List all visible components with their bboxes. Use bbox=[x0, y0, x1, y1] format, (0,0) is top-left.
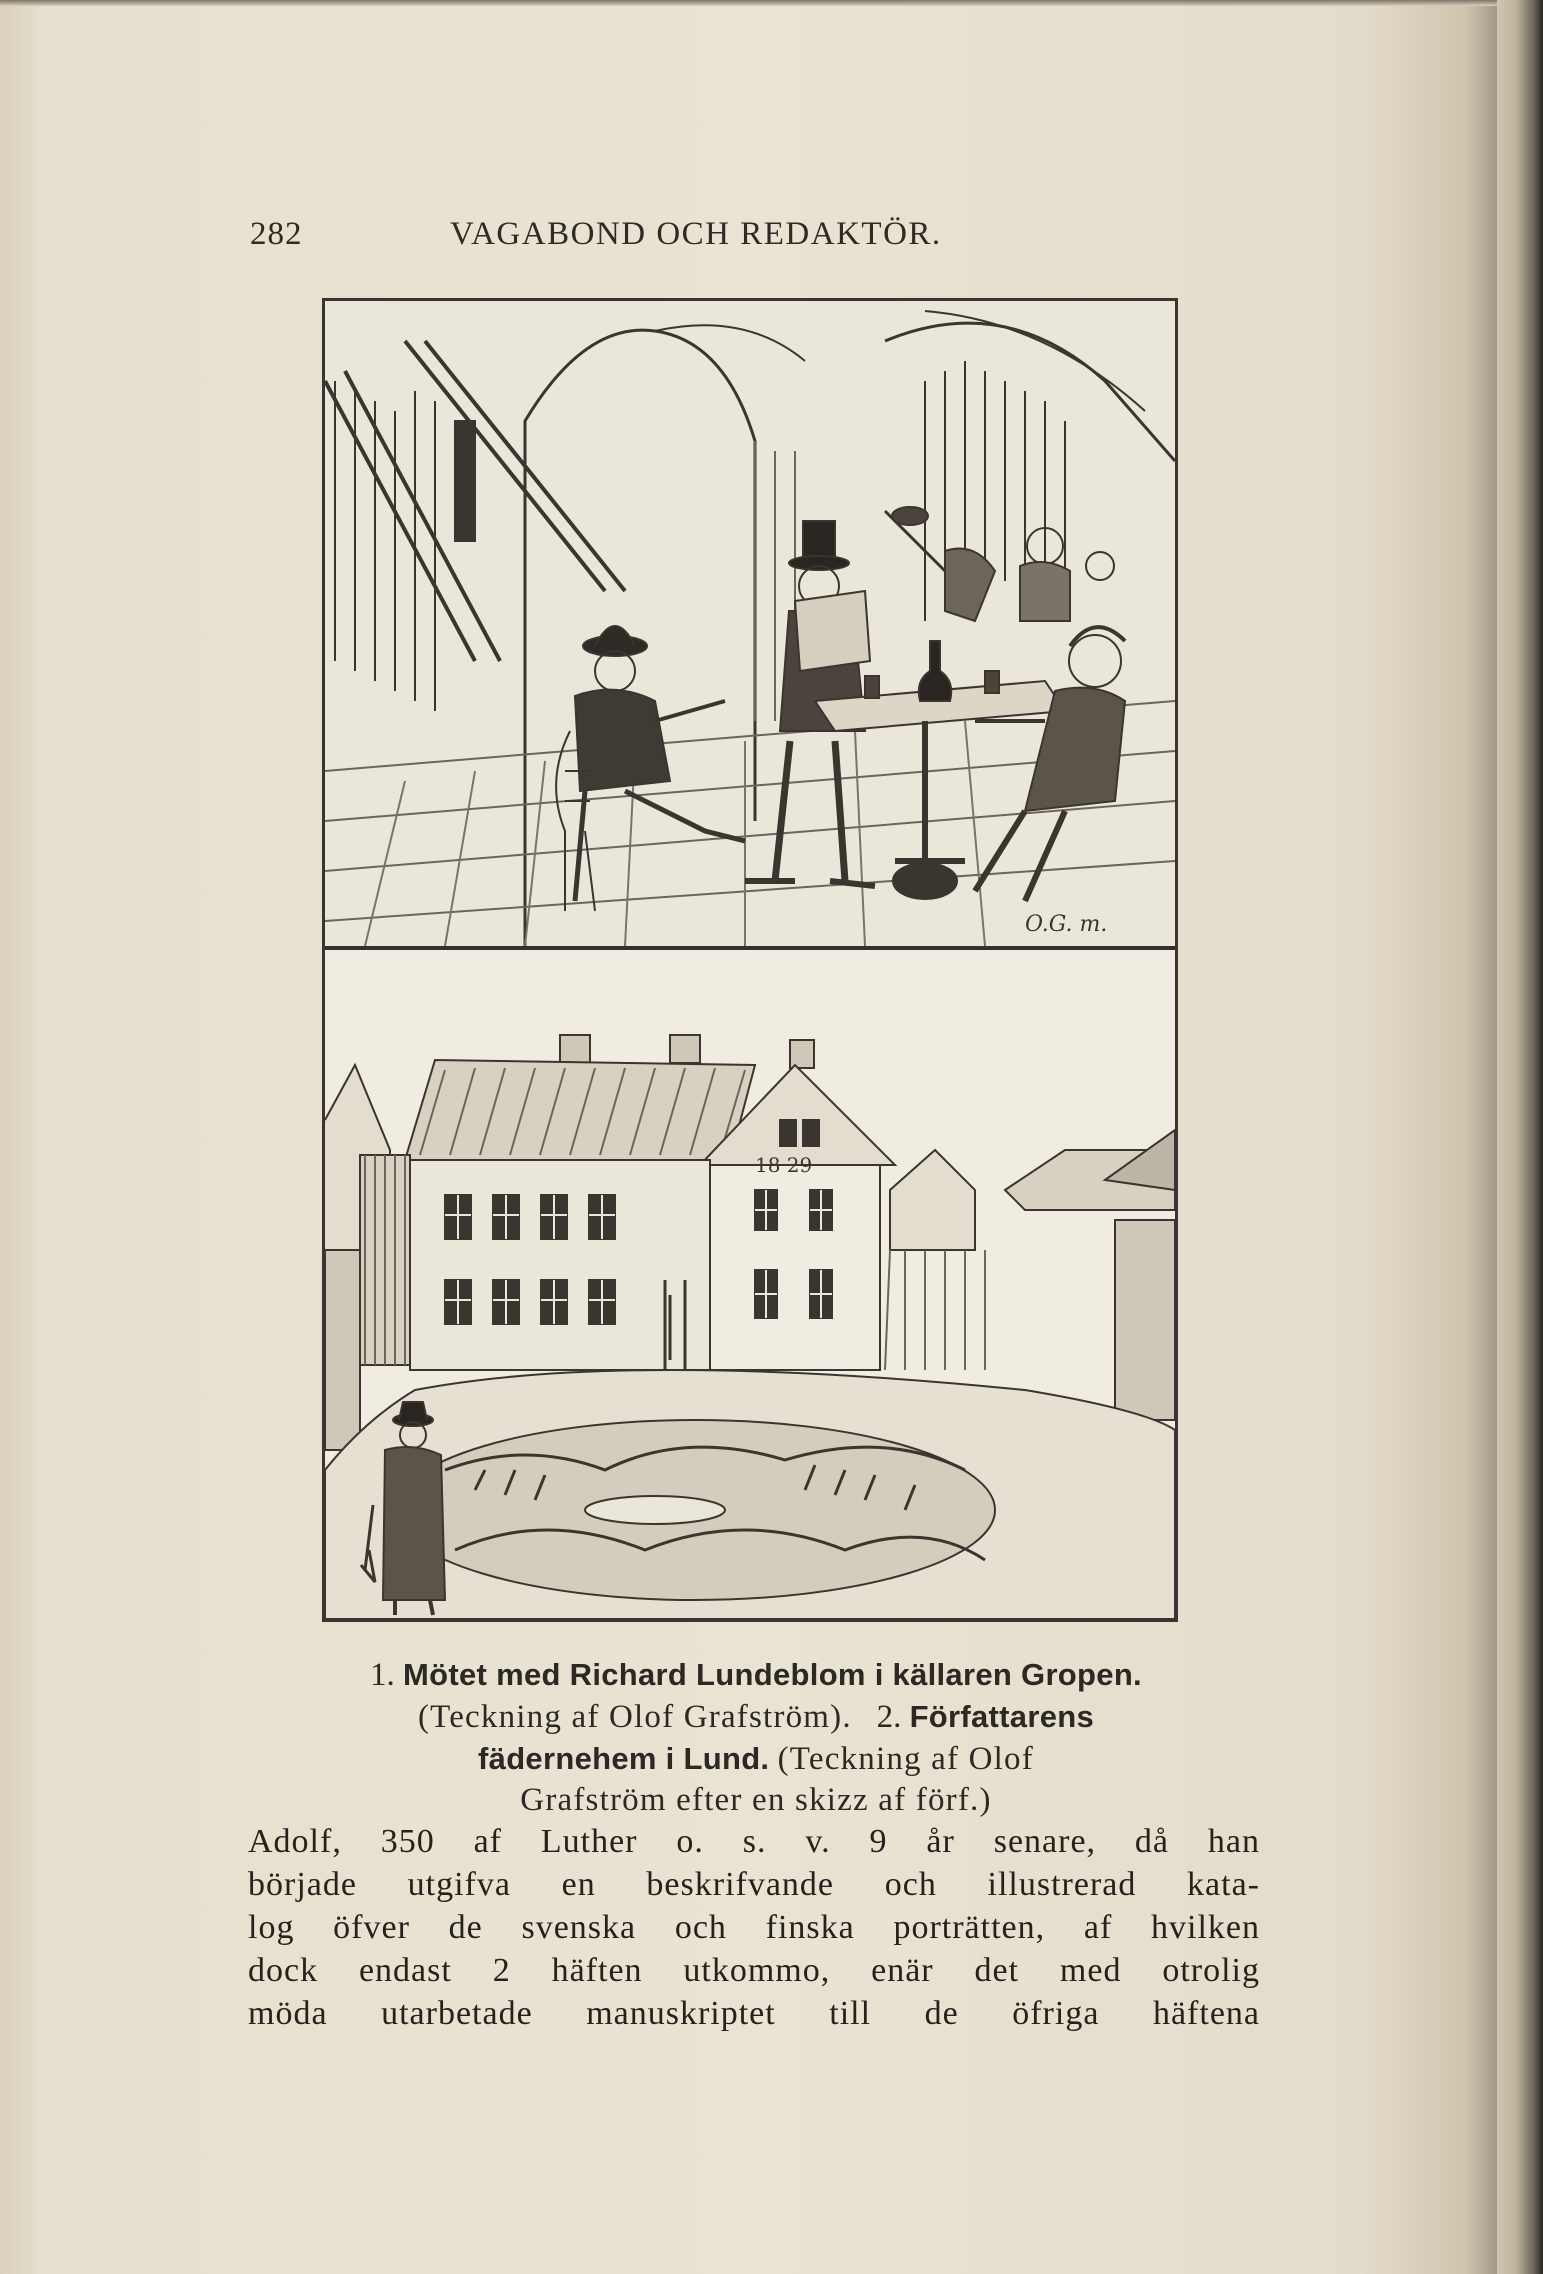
caption-fig2-credit-b: Grafström efter en skizz af förf.) bbox=[520, 1782, 992, 1818]
illustration-cellar-meeting bbox=[325, 301, 1175, 946]
body-line: började utgifva en beskrifvande och illustrerad kata- bbox=[248, 1866, 1260, 1903]
house-date: 18 29 bbox=[755, 1153, 813, 1177]
caption-fig2-credit-a: (Teckning af Olof bbox=[777, 1741, 1034, 1777]
caption-fig2-number: 2. bbox=[876, 1699, 902, 1735]
caption-line-2 bbox=[246, 1696, 1266, 1738]
body-text bbox=[248, 1820, 1260, 2035]
artist-signature: O.G. m. bbox=[1025, 912, 1108, 937]
caption-fig1-credit: (Teckning af Olof Grafström). bbox=[417, 1699, 852, 1735]
running-head-title: VAGABOND OCH REDAKTÖR. bbox=[450, 216, 942, 252]
illustration-figure bbox=[322, 298, 1178, 1622]
illustration-family-home bbox=[325, 950, 1175, 1619]
caption-fig1-title: Mötet med Richard Lundeblom i källaren Gropen. bbox=[403, 1657, 1142, 1692]
body-line: dock endast 2 häften utkommo, enär det med otrolig bbox=[248, 1952, 1260, 1989]
page-number: 282 bbox=[250, 216, 303, 252]
body-line: Adolf, 350 af Luther o. s. v. 9 år senare, då han bbox=[248, 1823, 1260, 1860]
running-head bbox=[250, 216, 1100, 260]
caption-fig1-number: 1. bbox=[370, 1657, 395, 1693]
caption-line-4 bbox=[246, 1780, 1266, 1821]
page-gutter-shadow bbox=[1497, 0, 1543, 2274]
caption-line-1 bbox=[246, 1654, 1266, 1696]
caption-fig2-title-b: fädernehem i Lund. bbox=[478, 1741, 770, 1776]
figure-caption bbox=[246, 1654, 1266, 1821]
cellar-drawing bbox=[325, 301, 1175, 946]
house-drawing bbox=[325, 950, 1175, 1619]
page-top-edge bbox=[0, 0, 1543, 6]
caption-fig2-title-a: Författarens bbox=[909, 1699, 1095, 1734]
caption-line-3 bbox=[246, 1738, 1266, 1780]
body-line: log öfver de svenska och finska porträtten, af hvilken bbox=[248, 1909, 1260, 1946]
body-line: möda utarbetade manuskriptet till de öfriga häftena bbox=[248, 1995, 1260, 2032]
